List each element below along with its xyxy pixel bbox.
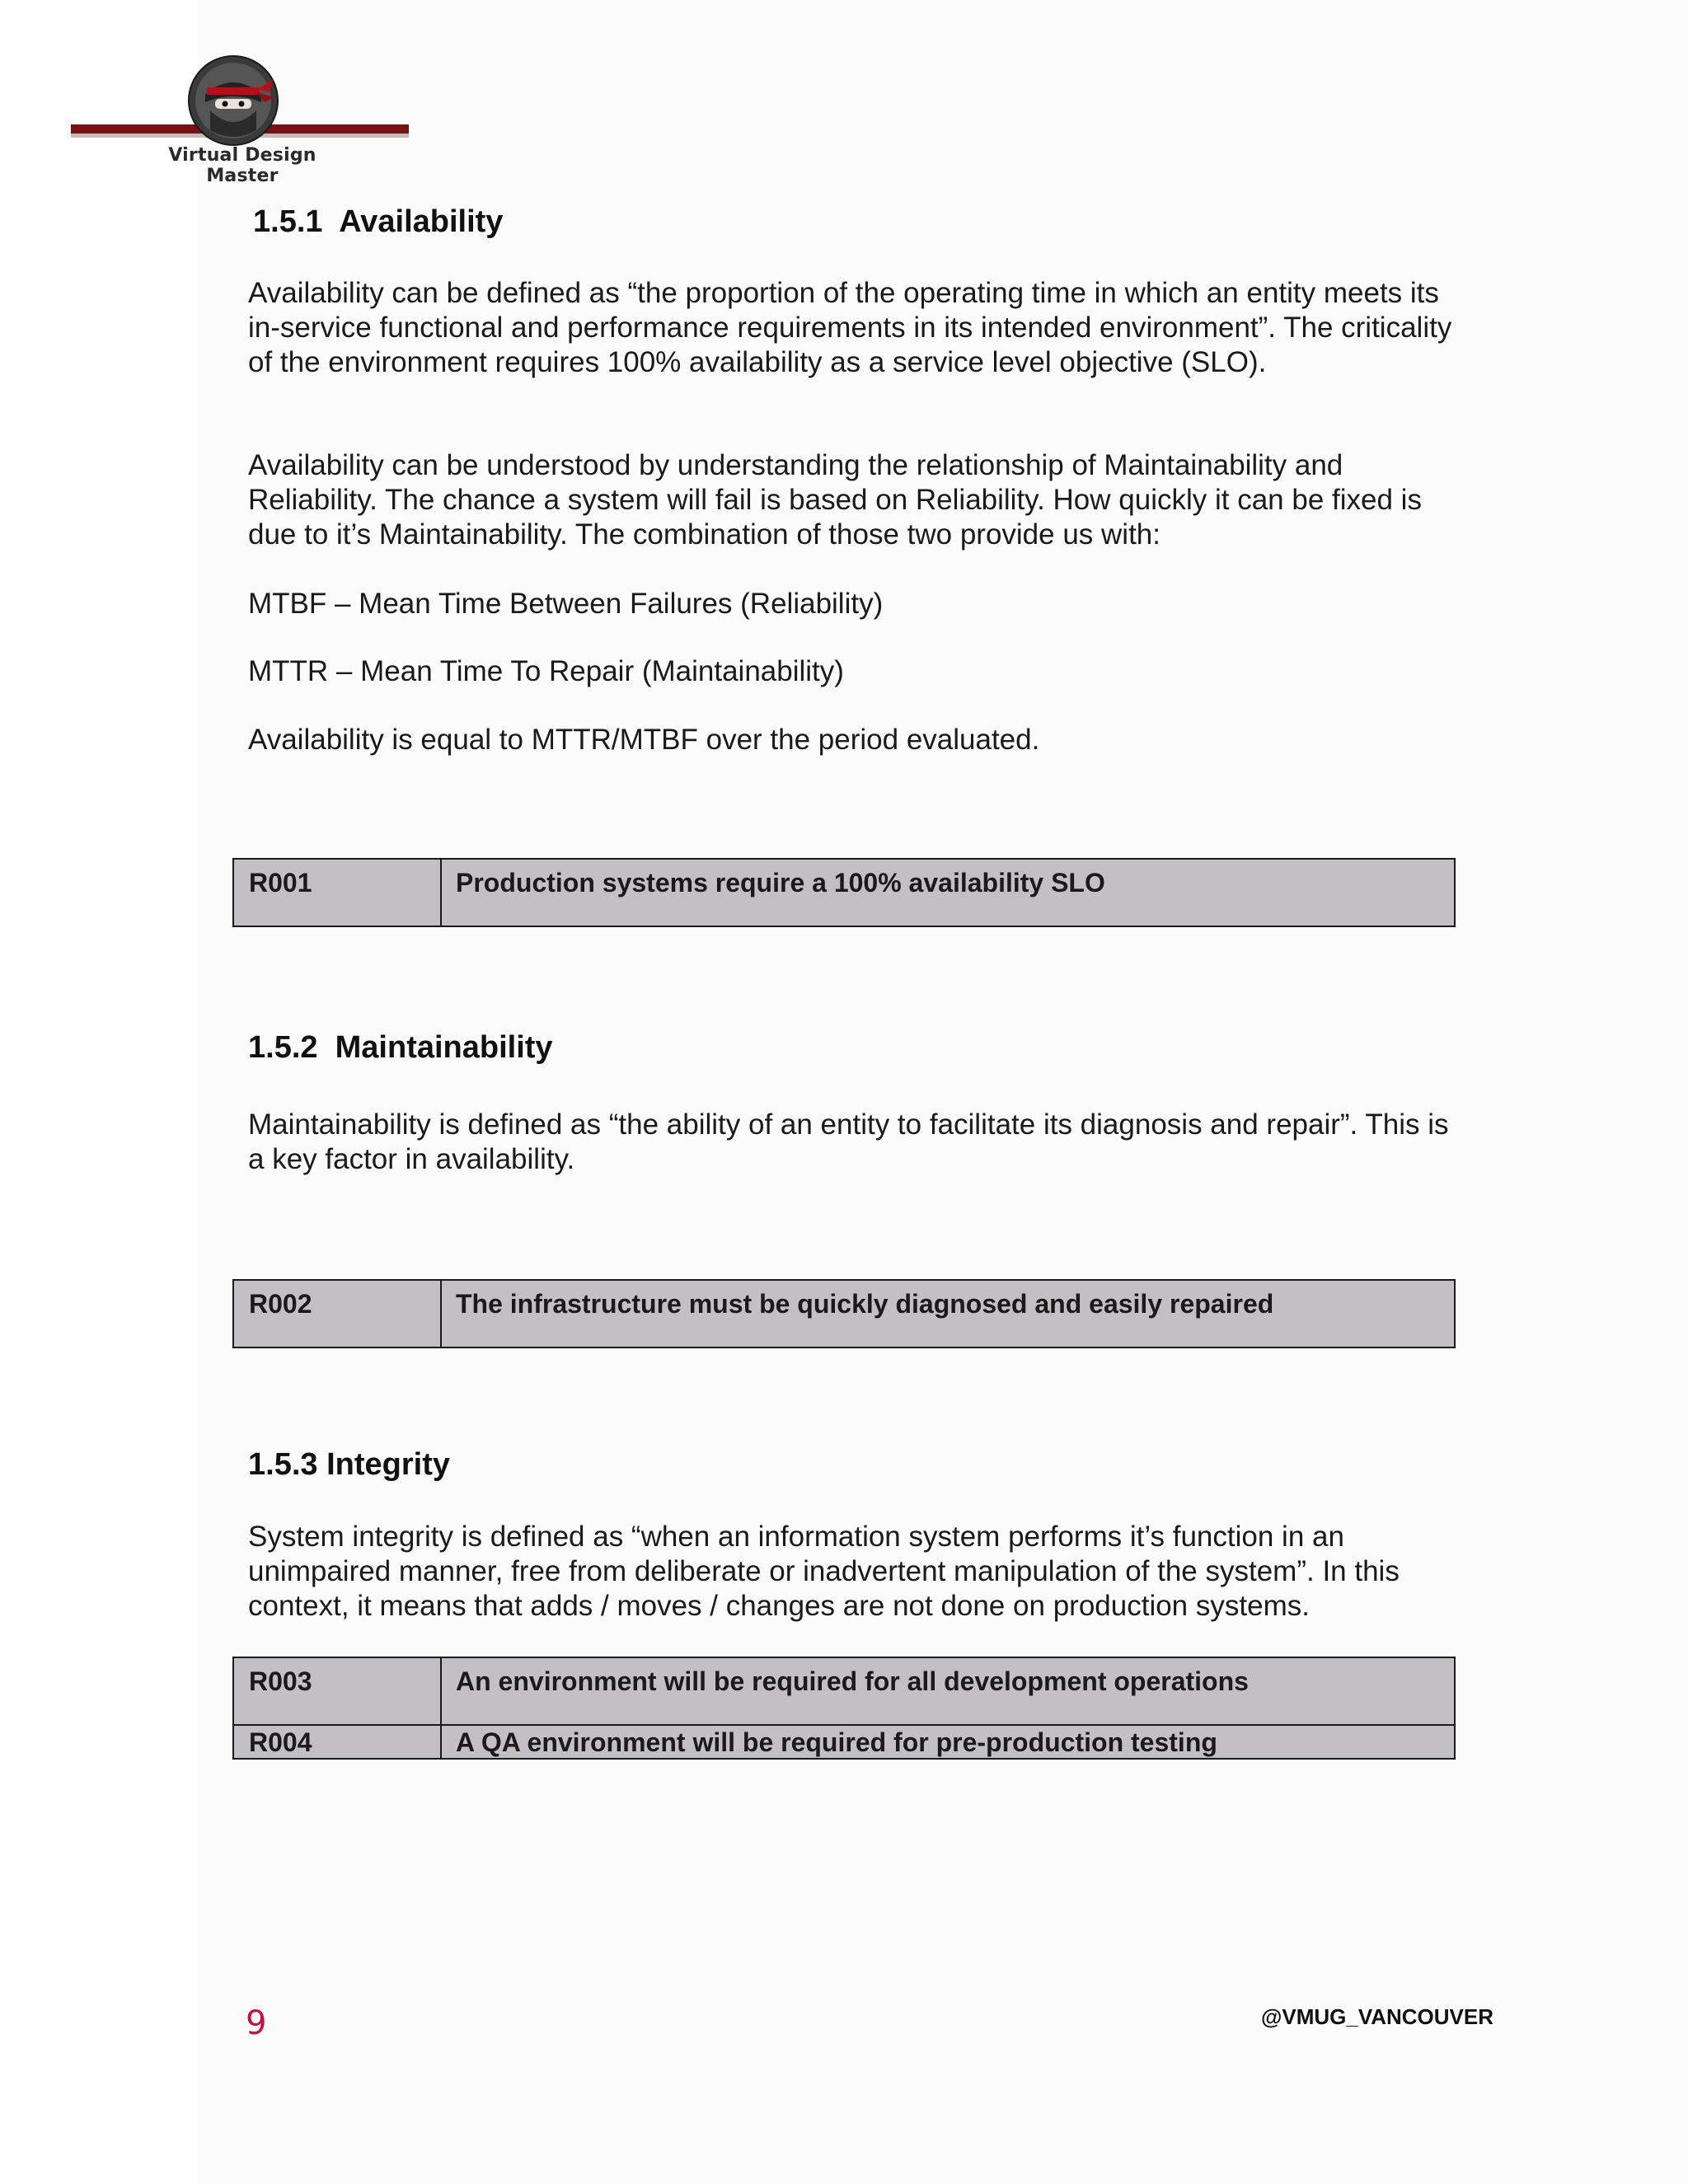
section-heading-availability: 1.5.1 Availability (253, 204, 504, 239)
requirements-table-integrity (232, 1657, 1456, 1760)
table-row (233, 1657, 1455, 1725)
requirement-id: R003 (233, 1657, 441, 1725)
maintainability-paragraph-1: Maintainability is defined as “the ability of an entity to facilitate its diagnosis and repair”. This is a key factor in availability. (248, 1108, 1449, 1175)
requirement-text: A QA environment will be required for pre-production testing (441, 1725, 1455, 1759)
table-row (233, 859, 1455, 926)
requirement-id: R002 (233, 1280, 441, 1347)
availability-formula-line: Availability is equal to MTTR/MTBF over the period evaluated. (248, 724, 1040, 756)
table-row (233, 1725, 1455, 1759)
section-heading-maintainability: 1.5.2 Maintainability (248, 1030, 553, 1065)
requirement-id: R004 (233, 1725, 441, 1759)
requirement-text: Production systems require a 100% availability SLO (441, 859, 1455, 926)
availability-mttr-line: MTTR – Mean Time To Repair (Maintainability) (248, 655, 844, 687)
requirement-id: R001 (233, 859, 441, 926)
page-number: 9 (246, 2004, 267, 2042)
ninja-emblem-icon (187, 54, 279, 147)
requirement-text: An environment will be required for all development operations (441, 1657, 1455, 1725)
footer-handle: @VMUG_VANCOUVER (1261, 2004, 1494, 2029)
integrity-paragraph-1: System integrity is defined as “when an information system performs it’s function in an unimpaired manner, free from deliberate or inadvertent manipulation of the system”. In this context, it means that adds / moves / changes are not done on production systems. (248, 1521, 1400, 1622)
availability-paragraph-2: Availability can be understood by understanding the relationship of Maintainability and Reliability. The chance a system will fail is based on Reliability. How quickly it can be fixed is due to it’s Maintainability. The combination of those two provide us with: (248, 449, 1422, 551)
virtual-design-master-logo (71, 53, 409, 186)
requirements-table-maintainability (232, 1279, 1456, 1348)
requirements-table-availability (232, 858, 1456, 927)
section-heading-integrity: 1.5.3 Integrity (248, 1447, 450, 1482)
availability-paragraph-1: Availability can be defined as “the proportion of the operating time in which an entity meets its in-service functional and performance requirements in its intended environment”. The criticality of the environment requires 100% availability as a service level objective (SLO). (248, 277, 1452, 378)
logo-wordmark: Virtual Design Master (168, 145, 316, 186)
availability-mtbf-line: MTBF – Mean Time Between Failures (Reliability) (248, 588, 884, 620)
requirement-text: The infrastructure must be quickly diagnosed and easily repaired (441, 1280, 1455, 1347)
table-row (233, 1280, 1455, 1347)
